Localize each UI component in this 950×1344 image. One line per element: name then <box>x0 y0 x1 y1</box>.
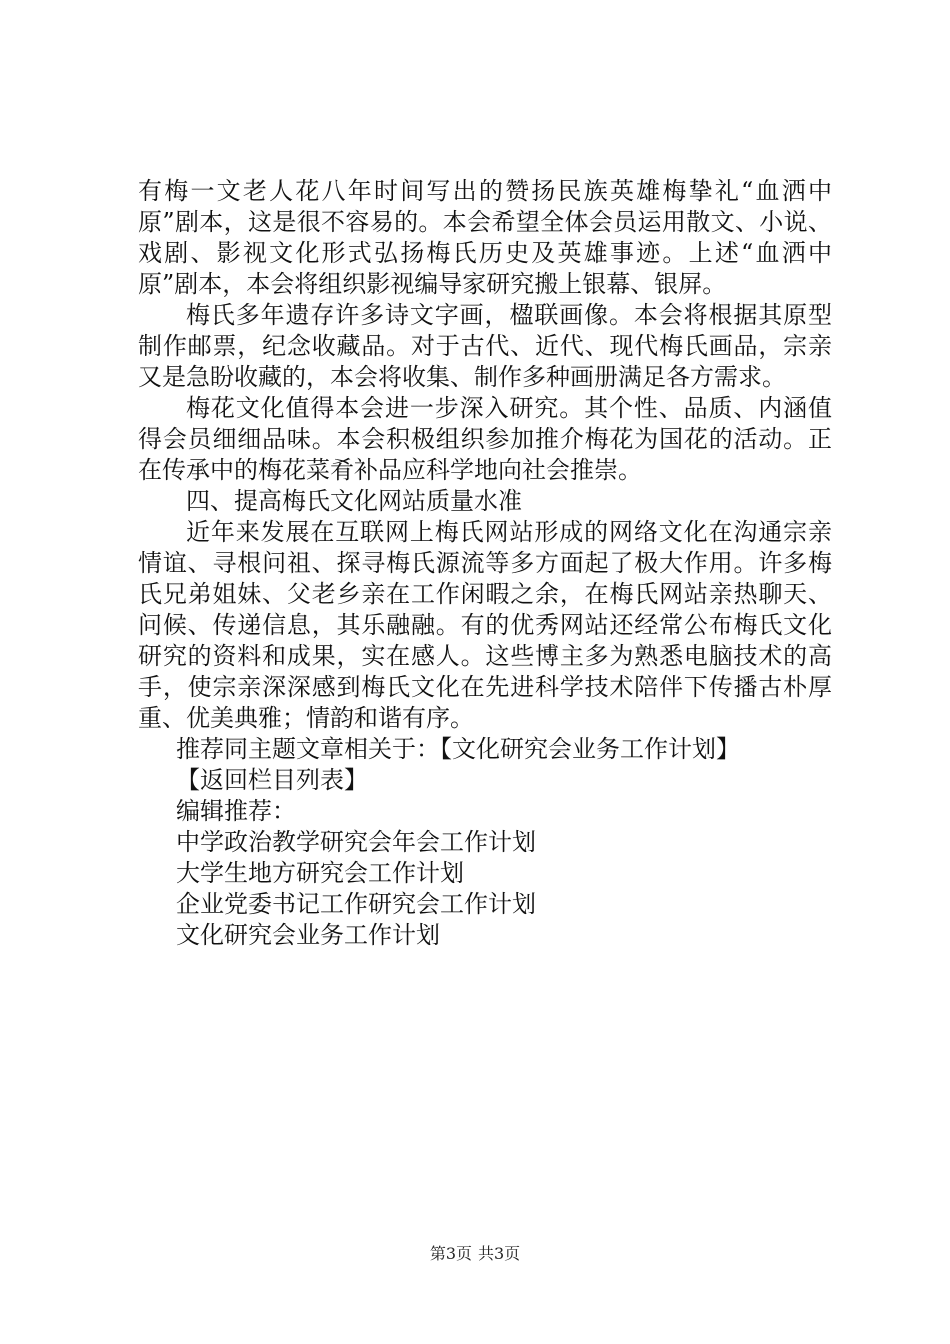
related-article-link[interactable]: 推荐同主题文章相关于：【文化研究会业务工作计划】 <box>176 735 740 763</box>
page-number-total: 共3页 <box>478 1244 521 1263</box>
recommendation-item[interactable]: 大学生地方研究会工作计划 <box>176 859 464 887</box>
recommendation-item[interactable]: 中学政治教学研究会年会工作计划 <box>176 828 536 856</box>
paragraph-website: 近年来发展在互联网上梅氏网站形成的网络文化在沟通宗亲情谊、寻根问祖、探寻梅氏源流等多方面起了极大作用。许多梅氏兄弟姐妹、父老乡亲在工作闲暇之余，在梅氏网站亲热聊天、问候、传递信息，其乐融融。有的优秀网站还经常公布梅氏文化研究的资料和成果，实在感人。这些博主多为熟悉电脑技术的高手，使宗亲深深感到梅氏文化在先进科学技术陪伴下传播古朴厚重、优美典雅；情韵和谐有序。 <box>138 518 832 732</box>
page-footer <box>0 1244 950 1264</box>
paragraph-heritage: 梅氏多年遗存许多诗文字画，楹联画像。本会将根据其原型制作邮票，纪念收藏品。对于古代、近代、现代梅氏画品，宗亲又是急盼收藏的，本会将收集、制作多种画册满足各方需求。 <box>138 301 832 391</box>
document-body <box>138 176 832 951</box>
back-to-list-link[interactable]: 【返回栏目列表】 <box>176 766 368 794</box>
recommendation-item[interactable]: 文化研究会业务工作计划 <box>176 921 440 949</box>
paragraph-plum-culture: 梅花文化值得本会进一步深入研究。其个性、品质、内涵值得会员细细品味。本会积极组织参加推介梅花为国花的活动。正在传承中的梅花菜肴补品应科学地向社会推崇。 <box>138 394 832 484</box>
paragraph-script: 有梅一文老人花八年时间写出的赞扬民族英雄梅挚礼“血洒中原”剧本，这是很不容易的。本会希望全体会员运用散文、小说、戏剧、影视文化形式弘扬梅氏历史及英雄事迹。上述“血洒中原”剧本，本会将组织影视编导家研究搬上银幕、银屏。 <box>138 177 832 298</box>
page-number-current: 第3页 <box>429 1244 472 1263</box>
editor-recommend-label: 编辑推荐： <box>176 797 296 825</box>
recommendation-item[interactable]: 企业党委书记工作研究会工作计划 <box>176 890 536 918</box>
section-heading: 四、提高梅氏文化网站质量水准 <box>186 487 522 515</box>
